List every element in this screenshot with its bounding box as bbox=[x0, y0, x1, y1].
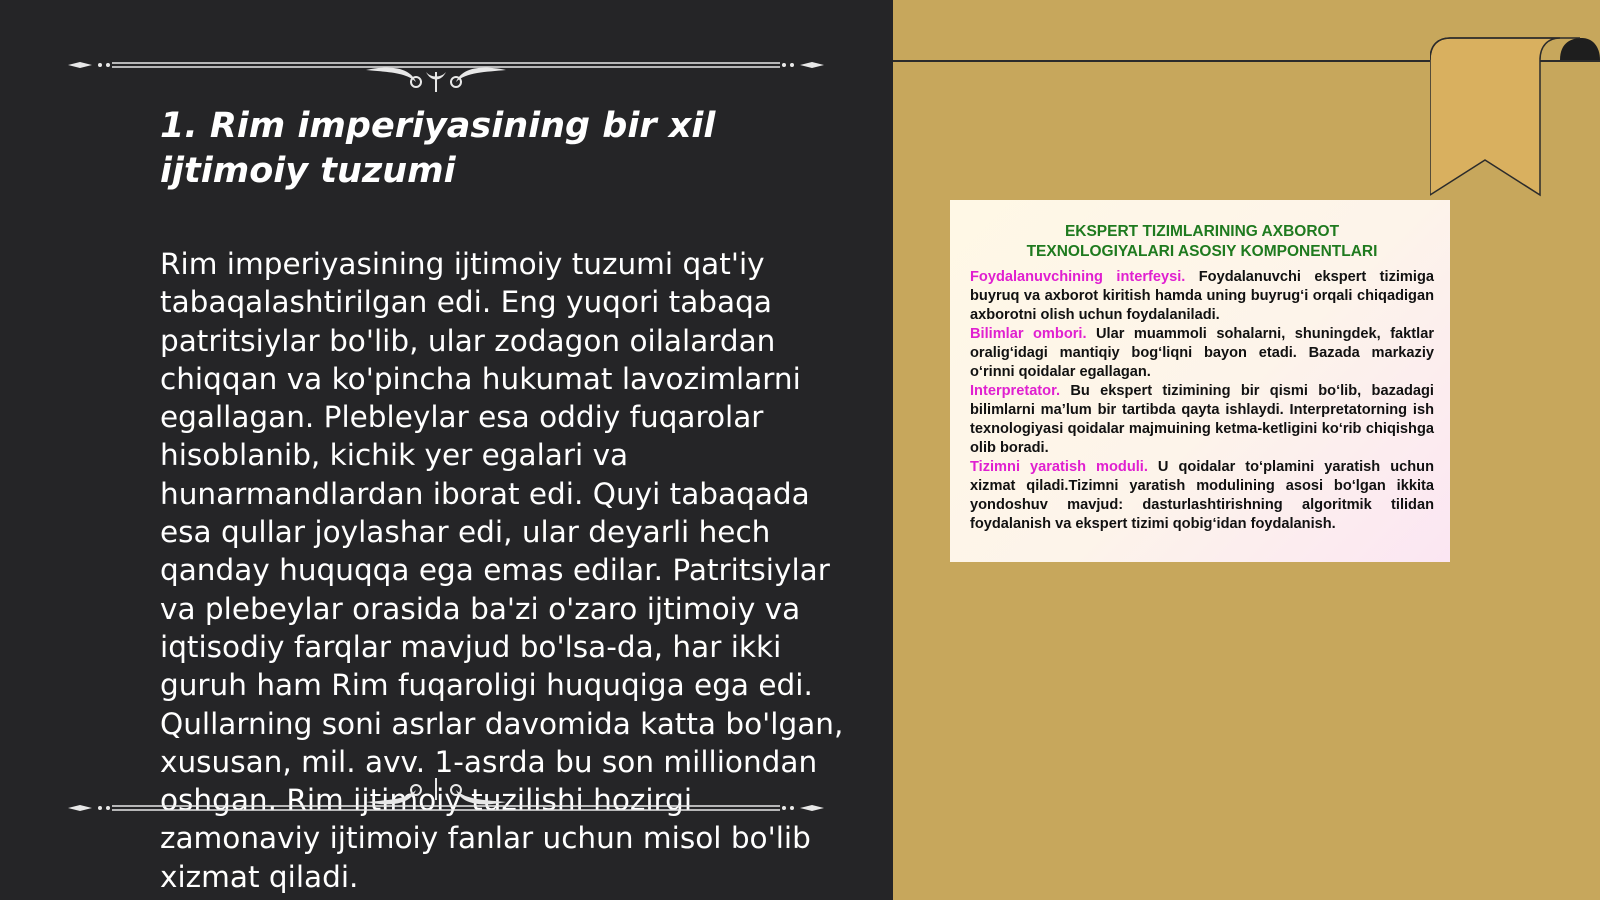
card-item-term: Foydalanuvchining interfeysi. bbox=[970, 269, 1186, 285]
card-title-line-2: TEXNOLOGIYALARI ASOSIY KOMPONENTLARI bbox=[1026, 243, 1378, 260]
card-item-builder-module bbox=[970, 458, 1434, 534]
slide-title: 1. Rim imperiyasining bir xil ijtimoiy tuzumi bbox=[160, 106, 716, 191]
scroll-divider-icon bbox=[66, 42, 826, 92]
card-item-text: Ular muammoli sohalarni, shuningdek, faktlar oralig‘idagi mantiqiy bog‘liqni bayon etadi. Bazada markaziy o‘rinni qoidalar egallagan. bbox=[970, 326, 1434, 380]
card-item-term: Tizimni yaratish moduli. bbox=[970, 459, 1148, 475]
card-item-interface bbox=[970, 268, 1434, 325]
card-item-text: U qoidalar to‘plamini yaratish uchun xizmat qiladi.Tizimni yaratish modulining asosi bo‘lgan ikkita yondoshuv mavjud: dasturlashtirishning algoritmik tilidan foydalanish va ekspert tizimi qobig‘idan foydalanish. bbox=[970, 459, 1434, 532]
card-item-term: Interpretator. bbox=[970, 383, 1061, 399]
card-title bbox=[970, 222, 1434, 262]
card-item-interpreter bbox=[970, 382, 1434, 458]
card-item-text: Foydalanuvchi ekspert tizimiga buyruq va axborot kiritish hamda uning buyrug‘i orqali chiqadigan axborotni olish uchun foydalaniladi. bbox=[970, 269, 1434, 323]
slide-body-text: Rim imperiyasining ijtimoiy tuzumi qat'iy tabaqalashtirilgan edi. Eng yuqori tabaqa patritsiylar bo'lib, ular zodagon oilalardan chiqqan va ko'pincha hukumat lavozimlarni egallagan. Plebleylar esa oddiy fuqarolar hisoblanib, kichik yer egalari va hunarmandlardan iborat edi. Quyi tabaqada esa qullar joylashar edi, ular deyarli hech qanday huquqqa ega emas edilar. Patritsiylar va plebeylar orasida ba'zi o'zaro ijtimoiy va iqtisodiy farqlar mavjud bo'lsa-da, har ikki guruh ham Rim fuqaroligi huquqiga ega edi. Qullarning soni asrlar davomida katta bo'lgan, xususan, mil. avv. 1-asrda bu son milliondan oshgan. Rim ijtimoiy tuzilishi hozirgi zamonaviy ijtimoiy fanlar uchun misol bo'lib xizmat qiladi. bbox=[160, 247, 844, 894]
card-item-text: Bu ekspert tizimining bir qismi bo‘lib, bazadagi bilimlarni ma’lum bir tartibda qayta ishlaydi. Interpretatorning ish texnologiyasi qoidalar majmuining ketma-ketligini ko‘rib chiqishga olib boradi. bbox=[970, 383, 1434, 456]
scroll-divider-icon-bottom bbox=[66, 778, 826, 828]
bookmark-ribbon-icon bbox=[1430, 30, 1600, 205]
card-item-knowledge-base bbox=[970, 325, 1434, 382]
card-item-term: Bilimlar ombori. bbox=[970, 326, 1087, 342]
card-title-line-1: EKSPERT TIZIMLARINING AXBOROT bbox=[1064, 223, 1340, 240]
info-card bbox=[950, 200, 1450, 562]
